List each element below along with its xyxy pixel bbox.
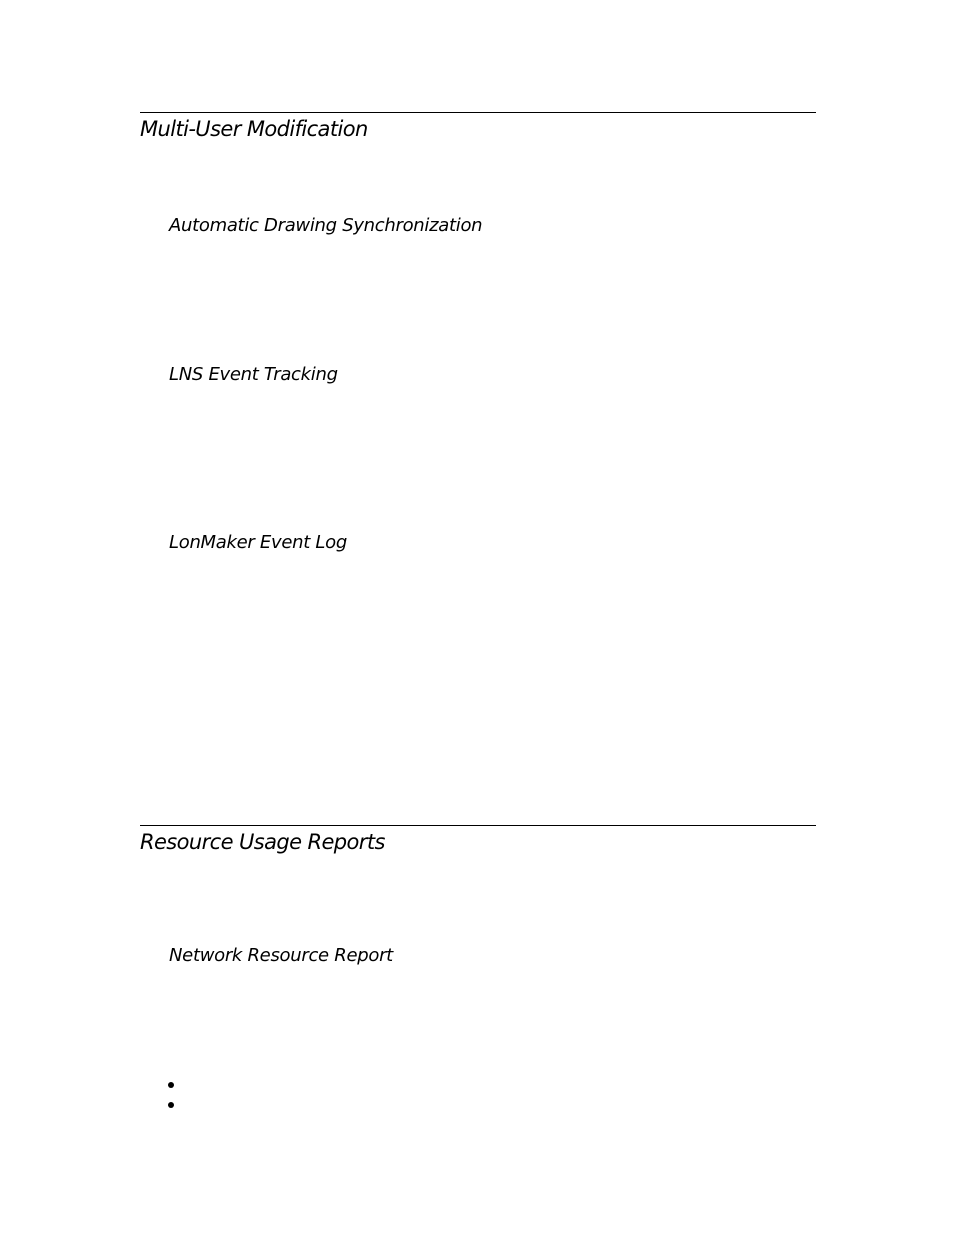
bullet-icon [168,1102,174,1108]
section-rule [140,112,816,113]
section-title-resource-usage-reports: Resource Usage Reports [140,830,385,854]
section-title-multi-user-modification: Multi-User Modification [140,117,368,141]
subsection-title-lonmaker-event-log: LonMaker Event Log [169,532,347,553]
subsection-title-lns-event-tracking: LNS Event Tracking [169,364,338,385]
section-rule [140,825,816,826]
bullet-icon [168,1082,174,1088]
subsection-title-network-resource-report: Network Resource Report [169,945,393,966]
subsection-title-automatic-drawing-synchronization: Automatic Drawing Synchronization [169,215,483,236]
